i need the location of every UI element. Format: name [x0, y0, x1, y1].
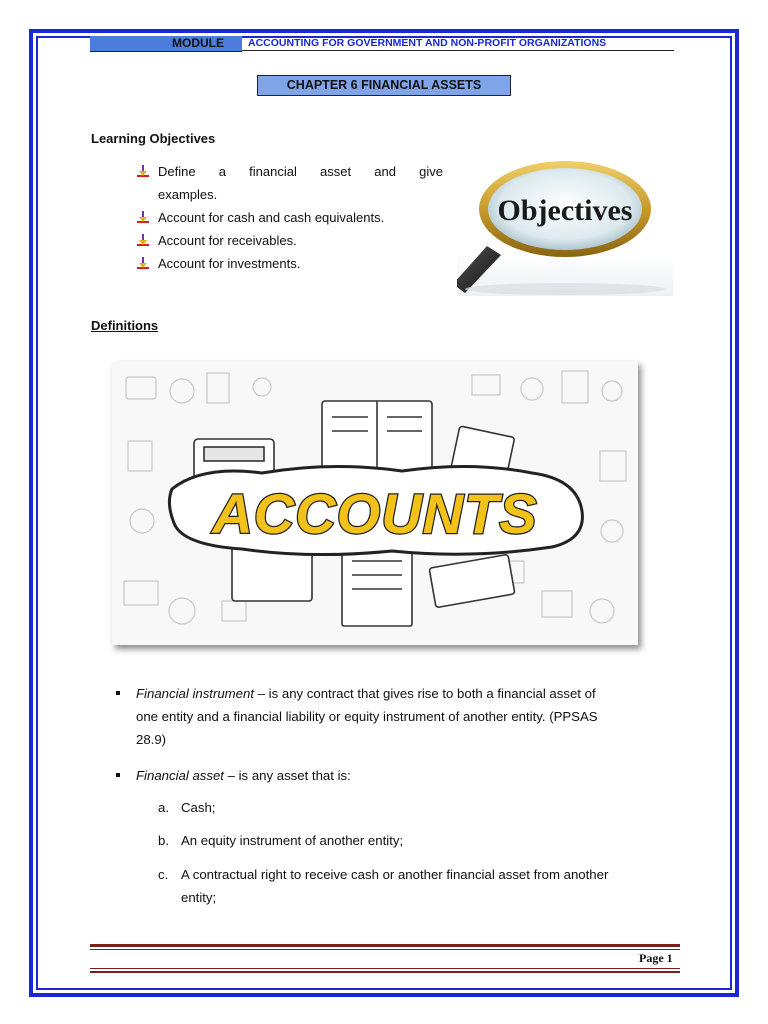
item-marker: b. — [158, 833, 169, 848]
arrow-down-bullet-icon — [136, 257, 150, 271]
objective-text: Define a financial asset and give — [158, 164, 443, 179]
item-marker: a. — [158, 800, 169, 815]
financial-instrument-definition — [136, 682, 664, 751]
definition-line: 28.9) — [136, 732, 167, 747]
objectives-magnifier-image — [457, 151, 673, 296]
objective-text: Account for receivables. — [158, 233, 297, 248]
item-text-continued: entity; — [181, 890, 217, 905]
objectives-image-word: Objectives — [497, 194, 633, 227]
page-number: Page 1 — [639, 951, 673, 965]
image-reflection — [465, 283, 665, 295]
objectives-list — [136, 160, 443, 275]
definitions-heading: Definitions — [91, 318, 159, 333]
footer-rule-bottom-thin — [90, 968, 680, 969]
objective-text: Account for cash and cash equivalents. — [158, 210, 385, 225]
accounts-doodle-image — [112, 361, 638, 645]
definition-line: one entity and a financial liability or equity instrument of another entity. (PPSAS — [136, 709, 598, 724]
footer-rule-thin — [90, 949, 680, 950]
footer-rule-bottom-thick — [90, 971, 680, 973]
definition-text: – is any asset that is: — [223, 768, 351, 783]
header-underline — [242, 50, 674, 51]
arrow-down-bullet-icon — [136, 165, 150, 179]
item-marker: c. — [158, 867, 169, 882]
chapter-title: CHAPTER 6 FINANCIAL ASSETS — [257, 75, 511, 96]
objective-text: Account for investments. — [158, 256, 301, 271]
square-bullet — [116, 773, 120, 777]
module-header — [90, 36, 674, 52]
definition-text: – is any contract that gives rise to both a financial asset of — [254, 686, 596, 701]
objective-item — [136, 206, 443, 229]
item-text: An equity instrument of another entity; — [181, 833, 404, 848]
accounts-illustration — [112, 361, 638, 645]
magnifier-illustration — [457, 151, 673, 296]
arrow-down-bullet-icon — [136, 234, 150, 248]
arrow-down-bullet-icon — [136, 211, 150, 225]
module-title: ACCOUNTING FOR GOVERNMENT AND NON-PROFIT ORGANIZATIONS — [248, 37, 607, 49]
accounts-image-word: ACCOUNTS — [212, 482, 538, 545]
footer-rule-thick — [90, 944, 680, 947]
definition-line — [136, 682, 664, 705]
objective-item — [136, 160, 443, 206]
financial-asset-definition — [136, 764, 351, 787]
objective-item — [136, 252, 443, 275]
objective-item — [136, 229, 443, 252]
objective-text-continued: examples. — [158, 187, 218, 202]
item-text: A contractual right to receive cash or another financial asset from another — [181, 867, 609, 882]
term-financial-instrument: Financial instrument — [136, 686, 255, 701]
term-financial-asset: Financial asset — [136, 768, 224, 783]
item-text: Cash; — [181, 800, 216, 815]
module-label: MODULE — [172, 36, 224, 50]
square-bullet — [116, 691, 120, 695]
learning-objectives-heading: Learning Objectives — [91, 131, 216, 146]
